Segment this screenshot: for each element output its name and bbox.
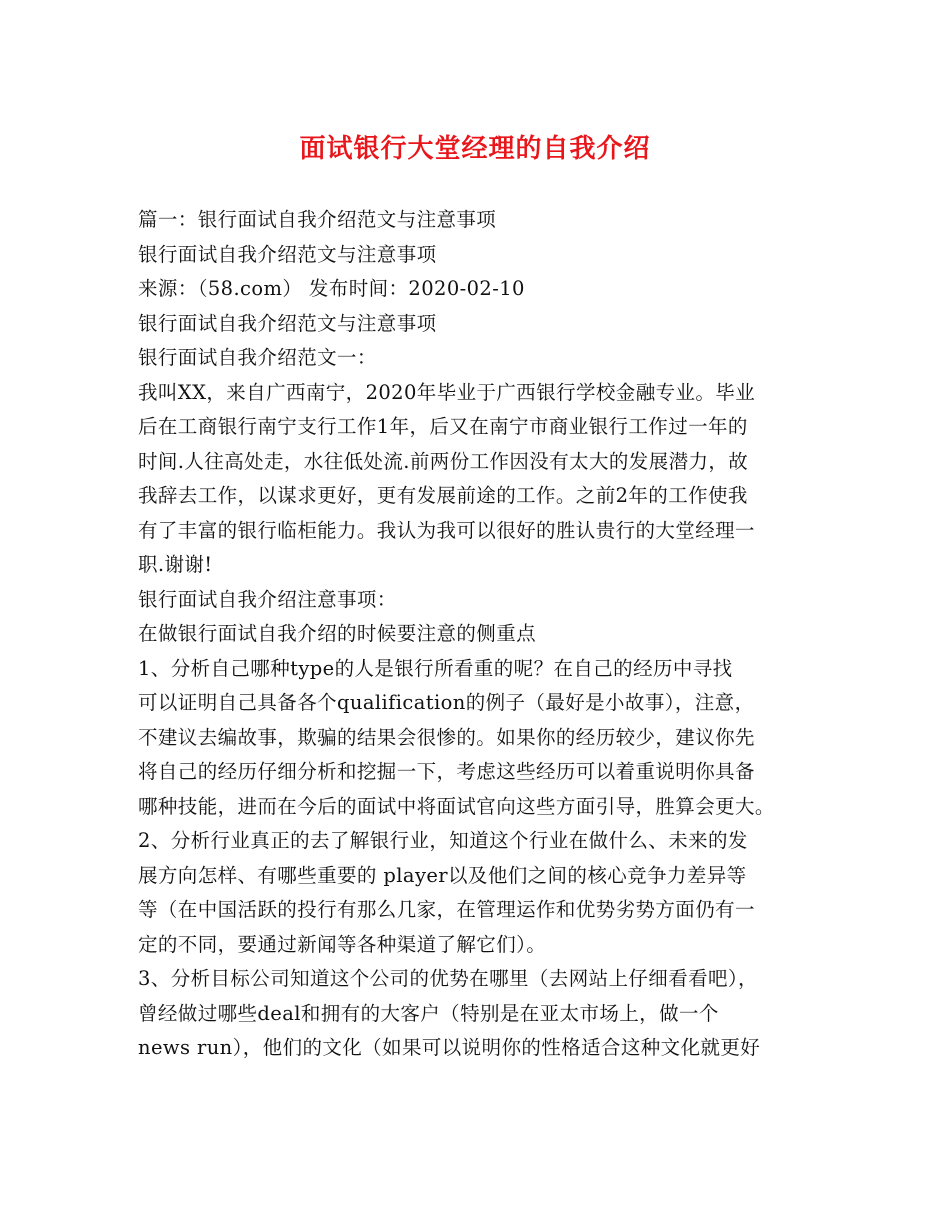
body-line: 3、分析目标公司知道这个公司的优势在哪里（去网站上仔细看看吧）， [138, 967, 758, 990]
body-line: 曾经做过哪些deal和拥有的大客户（特别是在亚太市场上，做一个 [138, 1001, 719, 1025]
body-line: 在做银行面试自我介绍的时候要注意的侧重点 [138, 622, 537, 645]
body-line: 我叫XX，来自广西南宁，2020年毕业于广西银行学校金融专业。毕业 [138, 380, 756, 404]
document-body [138, 203, 818, 1066]
body-line: 2、分析行业真正的去了解银行业，知道这个行业在做什么、未来的发 [138, 829, 748, 852]
body-line: 职.谢谢! [138, 553, 213, 576]
body-line: 后在工商银行南宁支行工作1年，后又在南宁市商业银行工作过一年的 [138, 415, 748, 438]
body-line: 将自己的经历仔细分析和挖掘一下，考虑这些经历可以着重说明你具备 [138, 760, 755, 783]
body-line: 篇一：银行面试自我介绍范文与注意事项 [138, 208, 497, 231]
body-line: 银行面试自我介绍范文与注意事项 [138, 311, 437, 335]
document-title: 面试银行大堂经理的自我介绍 [299, 134, 651, 164]
body-line: 来源：（58.com） 发布时间：2020-02-10 [138, 277, 525, 300]
body-line: 展方向怎样、有哪些重要的 player以及他们之间的核心竞争力差异等 [138, 863, 747, 887]
body-line: 定的不同，要通过新闻等各种渠道了解它们）。 [138, 932, 547, 956]
body-line: 等（在中国活跃的投行有那么几家，在管理运作和优势劣势方面仍有一 [138, 898, 755, 921]
body-line: 银行面试自我介绍注意事项： [138, 587, 397, 611]
body-line: 有了丰富的银行临柜能力。我认为我可以很好的胜认贵行的大堂经理一 [138, 518, 755, 542]
body-line: 银行面试自我介绍范文一： [138, 346, 377, 369]
body-line: 可以证明自己具备各个qualification的例子（最好是小故事），注意， [138, 691, 755, 714]
body-line: 银行面试自我介绍范文与注意事项 [138, 242, 437, 266]
body-line: news run），他们的文化（如果可以说明你的性格适合这种文化就更好 [138, 1036, 761, 1059]
body-line: 不建议去编故事，欺骗的结果会很惨的。如果你的经历较少，建议你先 [138, 725, 755, 749]
body-line: 1、分析自己哪种type的人是银行所看重的呢？在自己的经历中寻找 [138, 656, 733, 680]
body-line: 哪种技能，进而在今后的面试中将面试官向这些方面引导，胜算会更大。 [138, 794, 775, 818]
body-line: 时间.人往高处走，水往低处流.前两份工作因没有太大的发展潜力，故 [138, 449, 749, 473]
body-line: 我辞去工作，以谋求更好，更有发展前途的工作。之前2年的工作使我 [138, 484, 748, 507]
